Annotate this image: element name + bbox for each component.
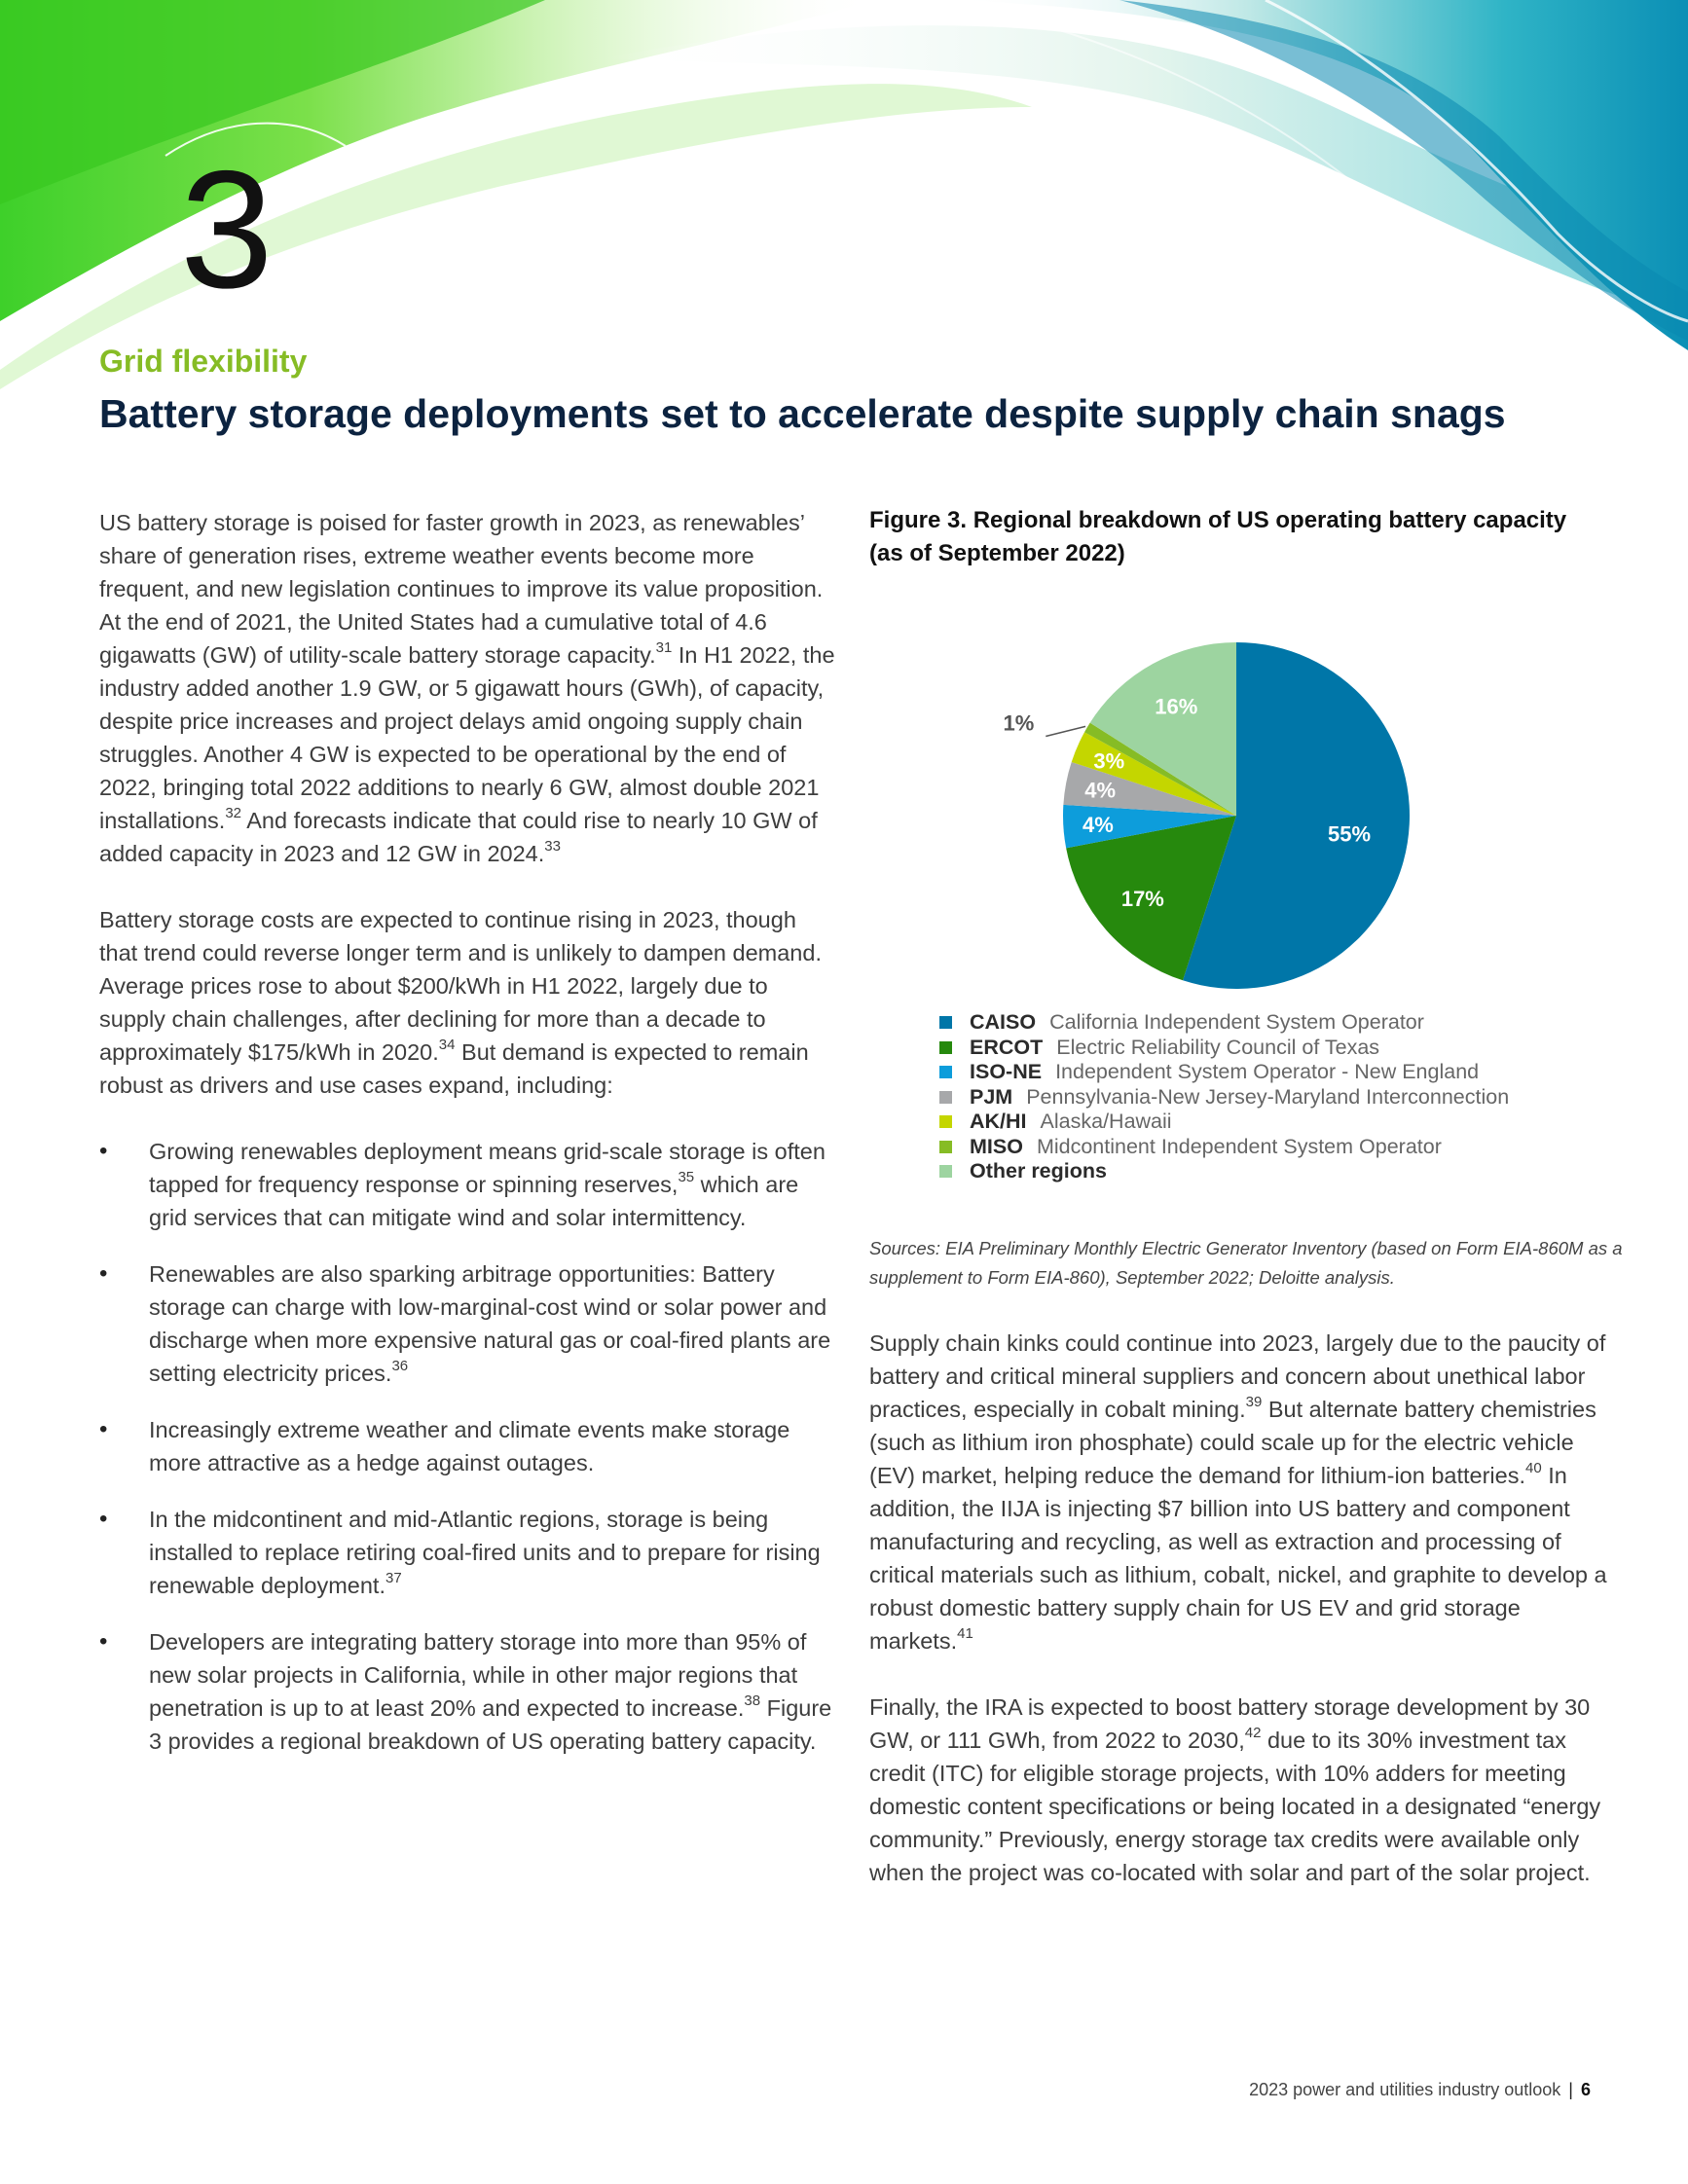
pie-leader-line (1046, 726, 1085, 736)
footer-separator: | (1568, 2080, 1573, 2099)
section-kicker: Grid flexibility (99, 344, 308, 379)
legend-description: Midcontinent Independent System Operator (1036, 1134, 1442, 1158)
legend-swatch (939, 1115, 952, 1128)
pie-chart (1003, 623, 1470, 1012)
figure-title: Figure 3. Regional breakdown of US operating battery capacity (as of September 2022) (869, 507, 1567, 566)
footnote-ref: 32 (225, 805, 242, 822)
legend-item (939, 1036, 1621, 1061)
page-footer (1249, 2080, 1591, 2100)
bullet-icon: • (99, 1260, 108, 1287)
legend-description: Independent System Operator - New England (1055, 1060, 1480, 1083)
legend-swatch (939, 1091, 952, 1104)
footnote-ref: 37 (385, 1570, 402, 1587)
footnote-ref: 31 (655, 639, 673, 657)
bullet-icon: • (99, 1416, 108, 1442)
legend-code: Other regions (970, 1159, 1107, 1183)
left-paragraph-2: Battery storage costs are expected to continue rising in 2023, though that trend could reverse longer term and is unlikely to dampen demand. Average prices rose to about $200/kWh in H1 2022, largely due to supply chain challenges, after declining for more than a decade to approximately $175/kWh in 2020.34 But demand is expected to remain robust as drivers and use cases expand, including: (99, 907, 822, 1098)
legend-item (939, 1135, 1621, 1160)
page-number: 6 (1580, 2080, 1591, 2099)
figure-sources: Sources: EIA Preliminary Monthly Electric Generator Inventory (based on Form EIA-860M as a supplement to Form EIA-860), September 2022; Deloitte analysis. (869, 1238, 1623, 1288)
legend-swatch (939, 1066, 952, 1078)
footnote-ref: 34 (438, 1037, 456, 1054)
footnote-ref: 38 (744, 1693, 761, 1710)
legend-code: ISO-NE (970, 1060, 1043, 1083)
footer-title: 2023 power and utilities industry outlook (1249, 2080, 1561, 2099)
left-column (99, 506, 839, 1781)
footnote-ref: 41 (957, 1625, 973, 1643)
legend-item (939, 1159, 1621, 1184)
legend-swatch (939, 1041, 952, 1054)
right-paragraph-2: Finally, the IRA is expected to boost battery storage development by 30 GW, or 111 GWh, from 2022 to 2030,42 due to its 30% investment tax credit (ITC) for eligible storage projects, with 10% adders for meeting domestic content specifications or being located in a designated “energy community.” Previously, energy storage tax credits were available only when the project was co-located with solar and part of the solar project. (869, 1694, 1601, 1885)
left-paragraph-1: US battery storage is poised for faster growth in 2023, as renewables’ share of generation rises, extreme weather events become more frequent, and new legislation continues to improve its value proposition. At the end of 2021, the United States had a cumulative total of 4.6 gigawatts (GW) of utility-scale battery storage capacity.$^{31}$ In H1 2022, the industry added another 1.9 GW, or 5 gigawatt hours (GWh), of capacity, despite price increases and project delays amid ongoing supply chain struggles. Another 4 GW is expected to be operational by the end of 2022, bringing total 2022 additions to nearly 6 GW, almost double 2021 installations.$^{32}$ And forecasts indicate that could rise to nearly 10 GW of added capacity in 2023 and 12 GW in 2024.33 (99, 510, 835, 866)
bullet-text: Renewables are also sparking arbitrage opportunities: Battery storage can charge with low-marginal-cost wind or solar power and discharge when more expensive natural gas or coal-fired plants are setting electricity prices.$^{36}$ (149, 1261, 831, 1386)
legend-item (939, 1060, 1621, 1085)
legend-item (939, 1010, 1621, 1036)
chapter-number: 3 (180, 136, 270, 323)
legend-description: Alaska/Hawaii (1040, 1110, 1172, 1133)
bullet-text: Growing renewables deployment means grid-scale storage is often tapped for frequency response or spinning reserves,$^{35}$ which are grid services that can mitigate wind and solar intermittency. (149, 1139, 826, 1230)
legend-item (939, 1085, 1621, 1110)
legend-item (939, 1110, 1621, 1135)
pie-data-label: 17% (1120, 886, 1164, 911)
page-headline: Battery storage deployments set to accelerate despite supply chain snags (99, 391, 1506, 436)
legend-description: California Independent System Operator (1049, 1010, 1424, 1034)
bullet-text: Increasingly extreme weather and climate events make storage more attractive as a hedge against outages. (149, 1417, 790, 1475)
pie-data-label: 55% (1328, 821, 1372, 847)
right-column (869, 1327, 1609, 1922)
driver-bullet-list (99, 1135, 839, 1758)
pie-data-label: 4% (1082, 812, 1114, 837)
footnote-ref: 42 (1244, 1725, 1262, 1742)
legend-code: MISO (970, 1134, 1023, 1158)
bullet-icon: • (99, 1628, 108, 1655)
pie-data-label: 3% (1093, 748, 1125, 774)
bullet-icon: • (99, 1506, 108, 1532)
bullet-item (99, 1625, 839, 1758)
legend-description: Pennsylvania-New Jersey-Maryland Interconnection (1026, 1084, 1510, 1109)
legend-code: PJM (970, 1084, 1013, 1109)
legend-description: Electric Reliability Council of Texas (1056, 1035, 1380, 1059)
bullet-text: In the midcontinent and mid-Atlantic regions, storage is being installed to replace retiring coal-fired units and to prepare for rising renewable deployment.$^{37}$ (149, 1507, 821, 1598)
bullet-item (99, 1257, 839, 1390)
bullet-item (99, 1413, 839, 1479)
footnote-ref: 36 (391, 1358, 409, 1375)
legend-code: AK/HI (970, 1110, 1027, 1133)
legend-code: CAISO (970, 1010, 1037, 1034)
right-paragraph-1: Supply chain kinks could continue into 2023, largely due to the paucity of battery and critical mineral suppliers and concern about unethical labor practices, especially in cobalt mining.$^{39}$ But alternate battery chemistries (such as lithium iron phosphate) could scale up for the electric vehicle (EV) market, helping reduce the demand for lithium-ion batteries.$^{40}$ In addition, the IIJA is injecting $7 billion into US battery and component manufacturing and recycling, as well as extraction and processing of critical materials such as lithium, cobalt, nickel, and graphite to develop a robust domestic battery supply chain for US EV and grid storage markets.$^{41}$ (869, 1330, 1607, 1654)
footnote-ref: 33 (544, 838, 561, 855)
footnote-ref: 40 (1525, 1460, 1542, 1477)
legend-code: ERCOT (970, 1035, 1044, 1059)
chart-legend (939, 1010, 1621, 1184)
bullet-item (99, 1503, 839, 1602)
pie-data-label: 16% (1155, 694, 1198, 719)
pie-data-label: 4% (1084, 778, 1117, 803)
legend-swatch (939, 1165, 952, 1178)
footnote-ref: 35 (678, 1169, 695, 1186)
bullet-icon: • (99, 1138, 108, 1164)
pie-data-label: 1% (1003, 710, 1035, 736)
bullet-text: Developers are integrating battery storage into more than 95% of new solar projects in California, while in other major regions that penetration is up to at least 20% and expected to increase.$^{38}$ Figure 3 provides a regional breakdown of US operating battery capacity. (149, 1629, 832, 1754)
legend-swatch (939, 1141, 952, 1153)
legend-swatch (939, 1016, 952, 1029)
footnote-ref: 39 (1245, 1394, 1263, 1411)
bullet-item (99, 1135, 839, 1234)
